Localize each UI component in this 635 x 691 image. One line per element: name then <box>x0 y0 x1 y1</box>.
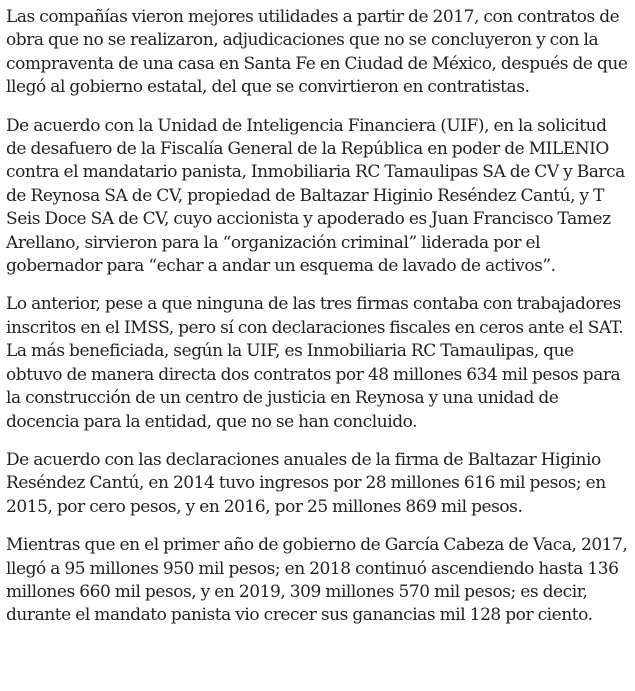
article-paragraph: De acuerdo con las declaraciones anuales de la firma de Baltazar Higinio Reséndez Cantú, en 2014 tuvo ingresos por 28 millones 616 mil pesos; en 2015, por cero pesos, y en 2016, por 25 millones 869 mil pesos. <box>6 449 606 517</box>
article-body <box>6 0 631 643</box>
article-paragraph: Las compañías vieron mejores utilidades a partir de 2017, con contratos de obra que no se realizaron, adjudicaciones que no se concluyeron y con la compraventa de una casa en Santa Fe en Ciudad de México, después de que llegó al gobierno estatal, del que se convirtieron en contratistas. <box>6 7 628 98</box>
article-paragraph: De acuerdo con la Unidad de Inteligencia Financiera (UIF), en la solicitud de desafuero de la Fiscalía General de la República en poder de MILENIO contra el mandatario panista, Inmobiliaria RC Tamaulipas SA de CV y Barca de Reynosa SA de CV, propiedad de Baltazar Higinio Reséndez Cantú, y T Seis Doce SA de CV, cuyo accionista y apoderado es Juan Francisco Tamez Arellano, sirvieron para la “organización criminal” liderada por el gobernador para “echar a andar un esquema de lavado de activos”. <box>6 115 625 277</box>
article-paragraph: Lo anterior, pese a que ninguna de las tres firmas contaba con trabajadores inscritos en el IMSS, pero sí con declaraciones fiscales en ceros ante el SAT. La más beneficiada, según la UIF, es Inmobiliaria RC Tamaulipas, que obtuvo de manera directa dos contratos por 48 millones 634 mil pesos para la construcción de un centro de justicia en Reynosa y una unidad de docencia para la entidad, que no se han concluido. <box>6 294 624 432</box>
article-paragraph: Mientras que en el primer año de gobierno de García Cabeza de Vaca, 2017, llegó a 95 millones 950 mil pesos; en 2018 continuó ascendiendo hasta 136 millones 660 mil pesos, y en 2019, 309 millones 570 mil pesos; es decir, durante el mandato panista vio crecer sus ganancias mil 128 por ciento. <box>6 535 628 626</box>
